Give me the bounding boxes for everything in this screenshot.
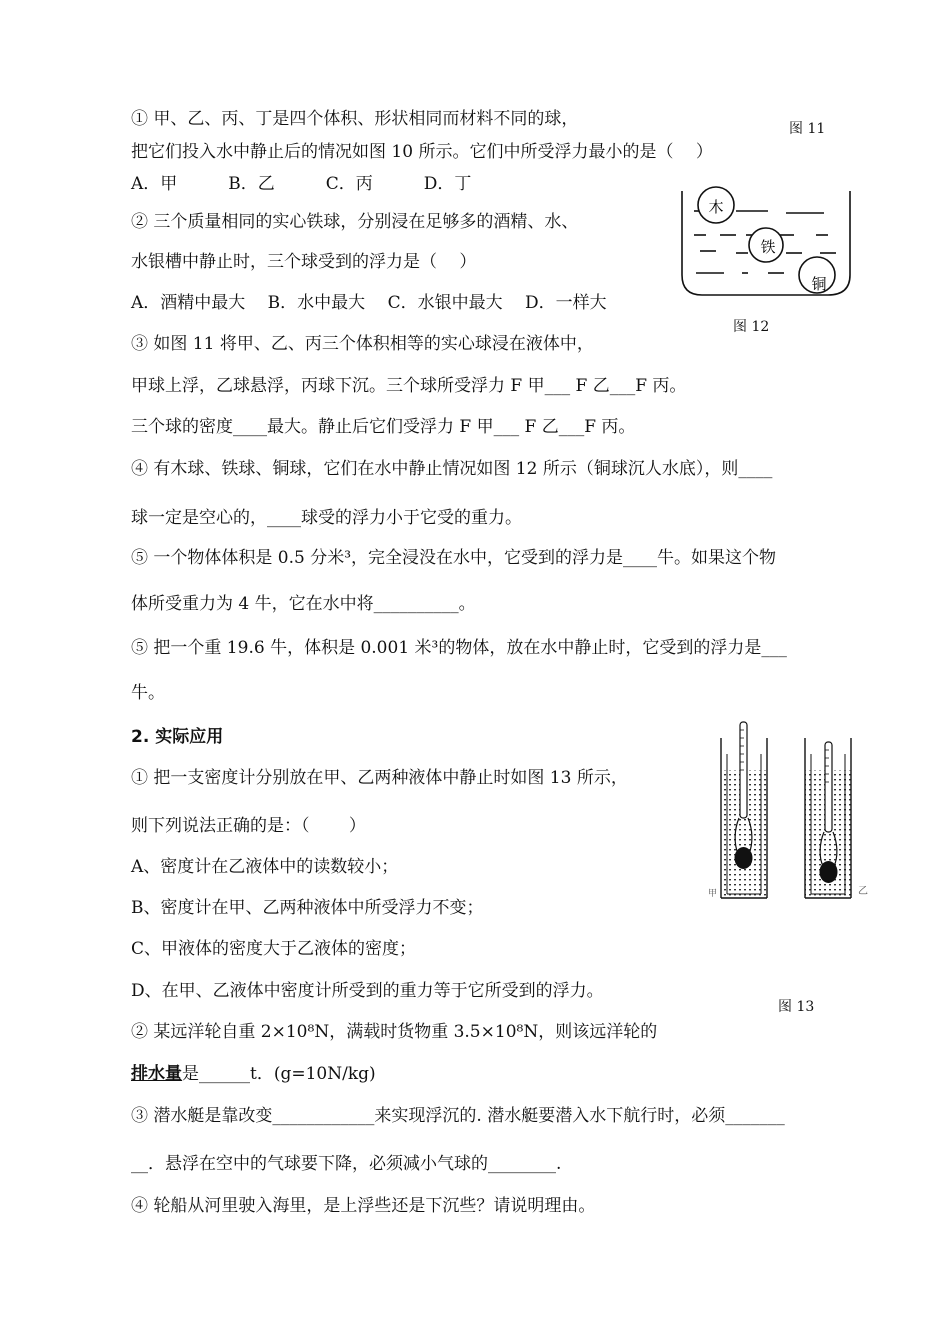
q4-line2: 球一定是空心的，____球受的浮力小于它受的重力。: [131, 508, 522, 528]
q2-line2: 水银槽中静止时，三个球受到的浮力是（ ）: [131, 252, 477, 272]
fig13-label-yi: 乙: [858, 886, 868, 897]
a1-line2: 则下列说法正确的是：（ ）: [131, 816, 366, 836]
q1-line1: ① 甲、乙、丙、丁是四个体积、形状相同而材料不同的球，: [131, 109, 579, 129]
q2-options: A．酒精中最大 B．水中最大 C．水银中最大 D．一样大: [131, 293, 607, 313]
q6-line2: 牛。: [131, 683, 165, 703]
q2-line1: ② 三个质量相同的实心铁球，分别浸在足够多的酒精、水、: [131, 212, 579, 232]
a1-line1: ① 把一支密度计分别放在甲、乙两种液体中静止时如图 13 所示，: [131, 768, 628, 788]
a1-option-d: D、在甲、乙液体中密度计所受到的重力等于它所受到的浮力。: [131, 981, 604, 1001]
fig12-label-wood: 木: [708, 198, 724, 216]
a1-option-a: A、密度计在乙液体中的读数较小；: [131, 857, 399, 877]
q4-line1: ④ 有木球、铁球、铜球，它们在水中静止情况如图 12 所示（铜球沉人水底），则____: [131, 459, 773, 479]
q6-line1: ⑤ 把一个重 19.6 牛，体积是 0.001 米³的物体，放在水中静止时，它受到的浮力是___: [131, 638, 787, 658]
fig13-caption: 图 13: [778, 999, 815, 1015]
a2-line1: ② 某远洋轮自重 2×10⁸N，满载时货物重 3.5×10⁸N，则该远洋轮的: [131, 1022, 658, 1042]
fig12-diagram: [676, 183, 858, 299]
fig12-label-copper: 铜: [811, 275, 827, 293]
fig11-caption: 图 11: [789, 121, 826, 137]
a3-line2: __．悬浮在空中的气球要下降，必须减小气球的________.: [131, 1154, 562, 1174]
q3-line3: 三个球的密度____最大。静止后它们受浮力 F 甲___ F 乙___F 丙。: [131, 417, 636, 437]
fig12-label-iron: 铁: [760, 238, 776, 256]
a1-option-b: B、密度计在甲、乙两种液体中所受浮力不变；: [131, 898, 484, 918]
q5-line1: ⑤ 一个物体体积是 0.5 分米³，完全浸没在水中，它受到的浮力是____牛。如果这个物: [131, 548, 777, 568]
fig12-caption: 图 12: [733, 319, 770, 335]
q3-line1: ③ 如图 11 将甲、乙、丙三个体积相等的实心球浸在液体中，: [131, 334, 594, 354]
a2-line2-rest: 是______t．(g=10N/kg): [182, 1064, 376, 1084]
a1-option-c: C、甲液体的密度大于乙液体的密度；: [131, 939, 417, 959]
section2-title: 2. 实际应用: [131, 727, 224, 747]
a3-line1: ③ 潜水艇是靠改变____________来实现浮沉的. 潜水艇要潜入水下航行时，必须_______: [131, 1106, 785, 1126]
a2-line2: [131, 1063, 376, 1085]
a2-term-displacement: 排水量: [131, 1064, 182, 1084]
q5-line2: 体所受重力为 4 牛，它在水中将__________。: [131, 594, 476, 614]
fig13-diagram: [708, 718, 874, 902]
a4-line1: ④ 轮船从河里驶入海里，是上浮些还是下沉些？请说明理由。: [131, 1196, 596, 1216]
q3-line2: 甲球上浮，乙球悬浮，丙球下沉。三个球所受浮力 F 甲___ F 乙___F 丙。: [131, 376, 687, 396]
fig13-label-jia: 甲: [708, 889, 718, 899]
q1-line2: 把它们投入水中静止后的情况如图 10 所示。它们中所受浮力最小的是（ ）: [131, 142, 713, 162]
q1-options: A．甲 B．乙 C．丙 D．丁: [131, 174, 472, 194]
